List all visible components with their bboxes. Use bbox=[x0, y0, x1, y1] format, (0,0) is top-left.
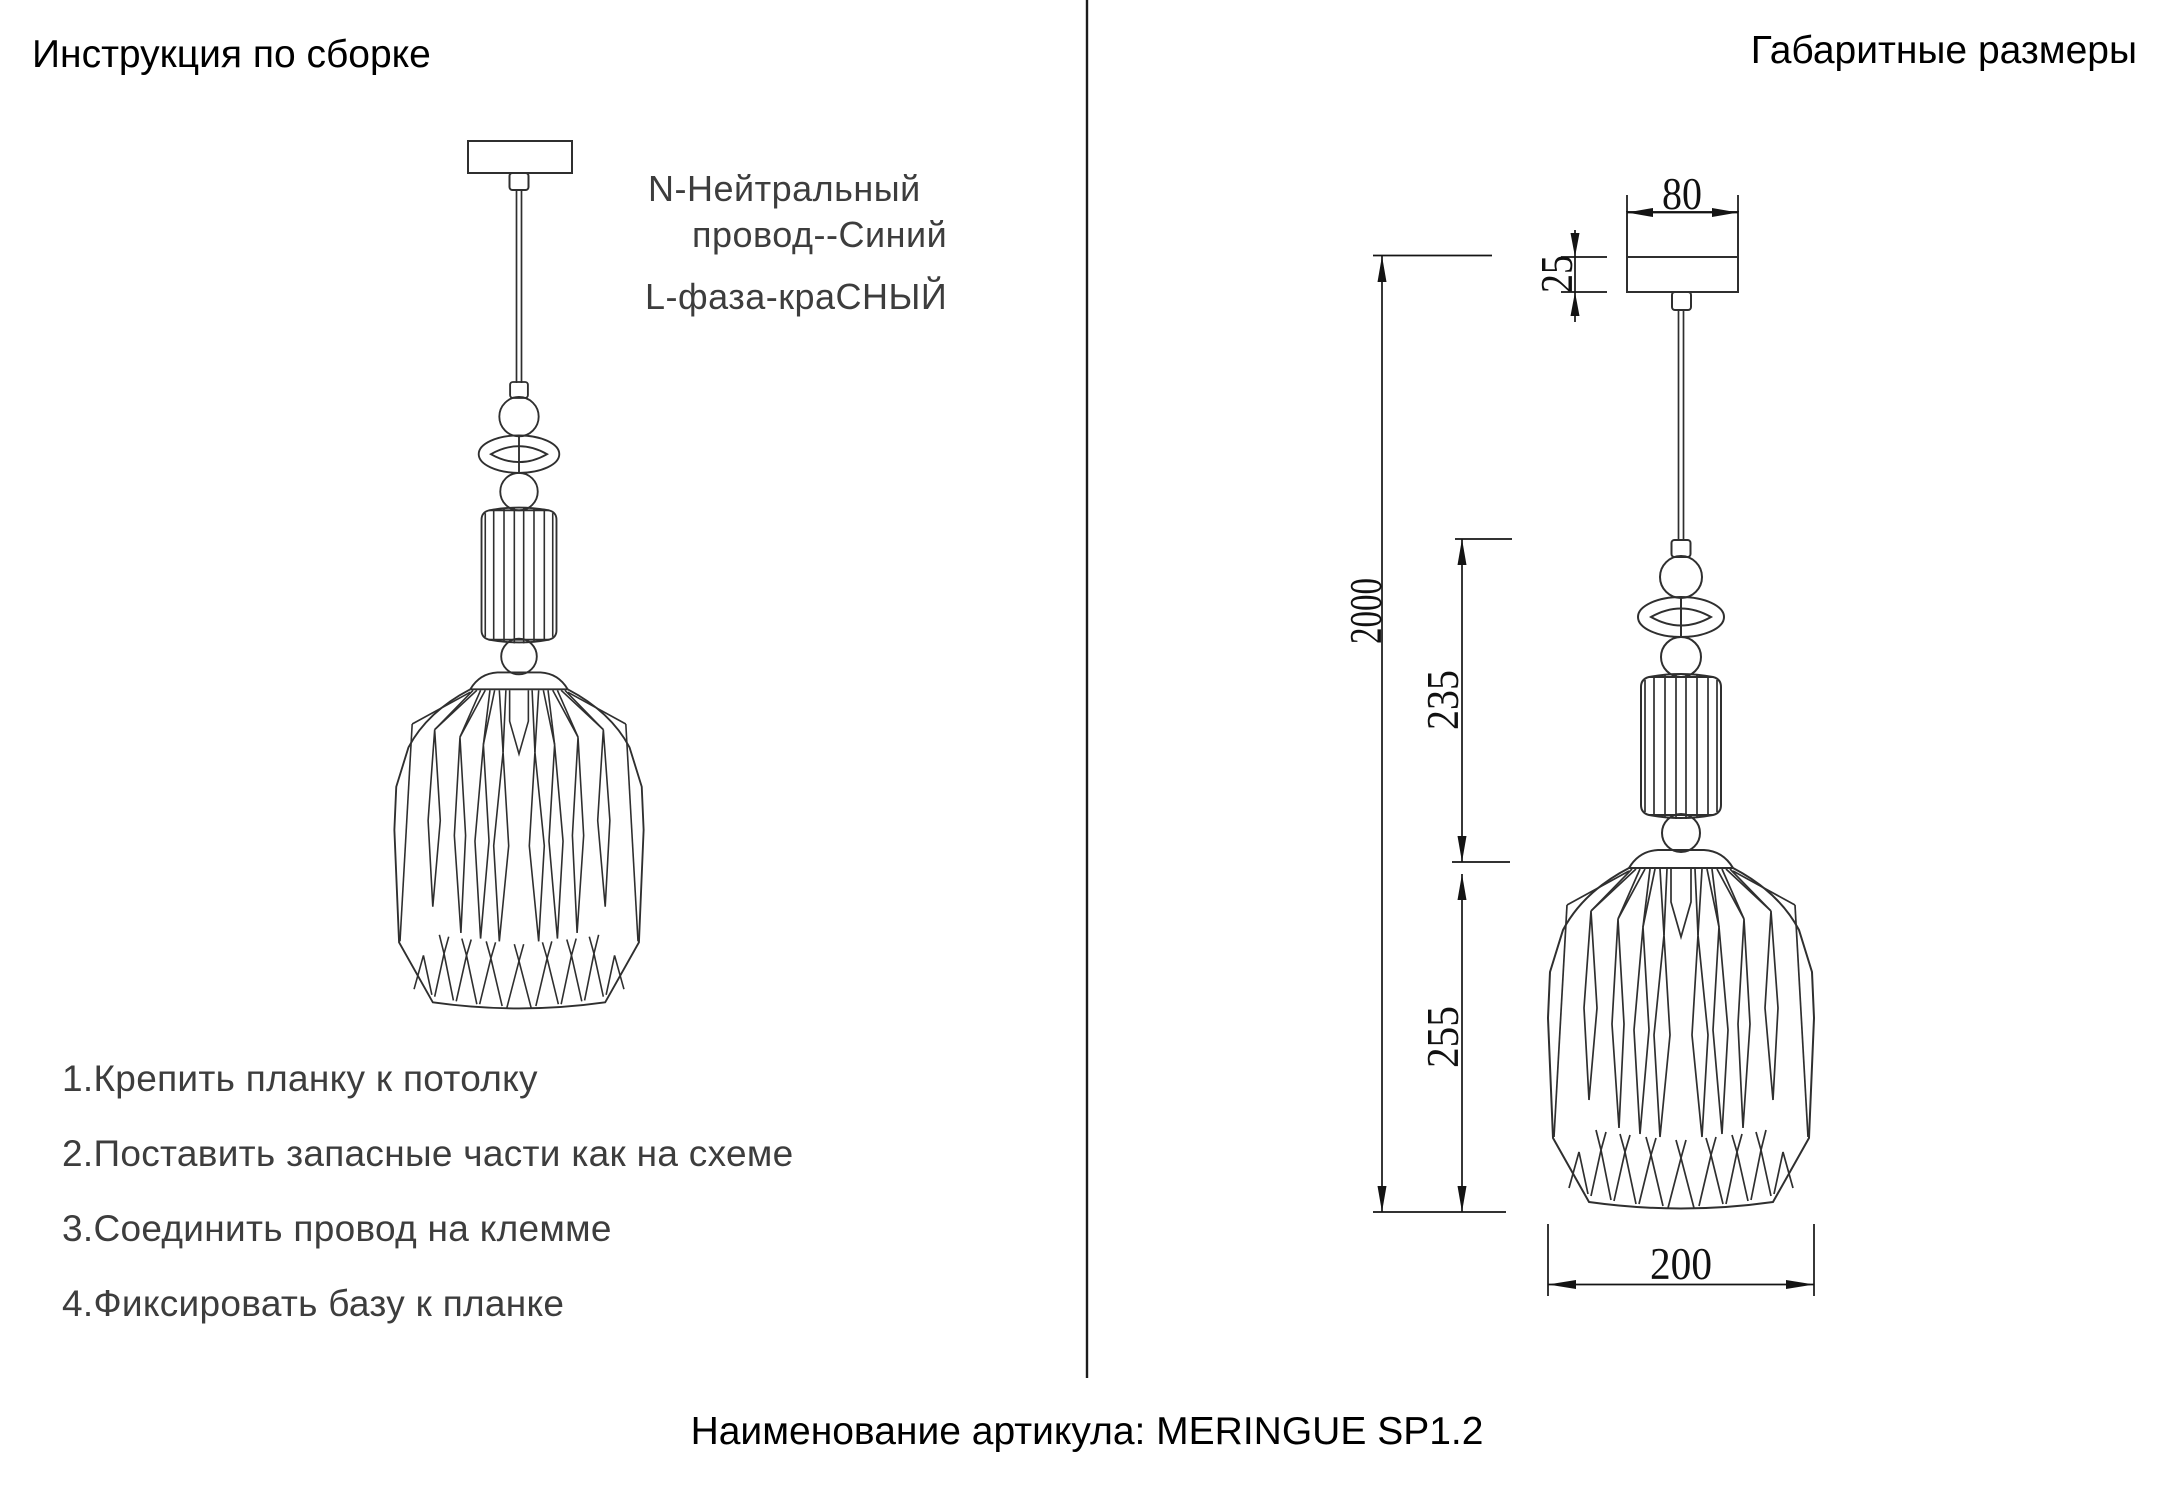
right-section-title: Габаритные размеры bbox=[1750, 29, 2137, 72]
assembly-step: 3.Соединить провод на клемме bbox=[62, 1208, 612, 1249]
dim-value-decor-stack: 235 bbox=[1418, 662, 1468, 730]
left-lamp-drawing bbox=[394, 141, 643, 1008]
assembly-step: 2.Поставить запасные части как на схеме bbox=[62, 1133, 794, 1174]
dim-value-canopy-height: 25 bbox=[1532, 248, 1582, 293]
assembly-step: 1.Крепить планку к потолку bbox=[62, 1058, 538, 1099]
article-caption: Наименование артикула: MERINGUE SP1.2 bbox=[690, 1410, 1484, 1453]
right-suspension-cord bbox=[1679, 310, 1684, 540]
dim-value-shade-diameter: 200 bbox=[1650, 1239, 1712, 1289]
neutral-wire-label-line2: провод--Синий bbox=[692, 214, 948, 255]
assembly-step: 4.Фиксировать базу к планке bbox=[62, 1283, 565, 1324]
dim-value-canopy-width: 80 bbox=[1662, 169, 1702, 219]
dimension-canopy-height bbox=[1532, 230, 1607, 322]
dimension-canopy-width bbox=[1627, 169, 1738, 219]
dim-value-overall-drop: 2000 bbox=[1341, 554, 1391, 644]
left-section-title: Инструкция по сборке bbox=[32, 33, 431, 76]
neutral-wire-label-line1: N-Нейтральный bbox=[648, 168, 921, 209]
left-suspension-cord bbox=[517, 190, 522, 383]
right-canopy bbox=[1627, 212, 1738, 310]
dimension-shade-diameter bbox=[1548, 1224, 1814, 1296]
dim-value-shade-height: 255 bbox=[1418, 1000, 1468, 1068]
right-lamp-drawing bbox=[1548, 212, 1814, 1209]
dimension-decor-stack bbox=[1418, 539, 1512, 862]
phase-wire-label: L-фаза-краСНЫЙ bbox=[645, 276, 948, 317]
dimension-shade-height bbox=[1418, 874, 1468, 1212]
left-canopy bbox=[468, 141, 572, 190]
